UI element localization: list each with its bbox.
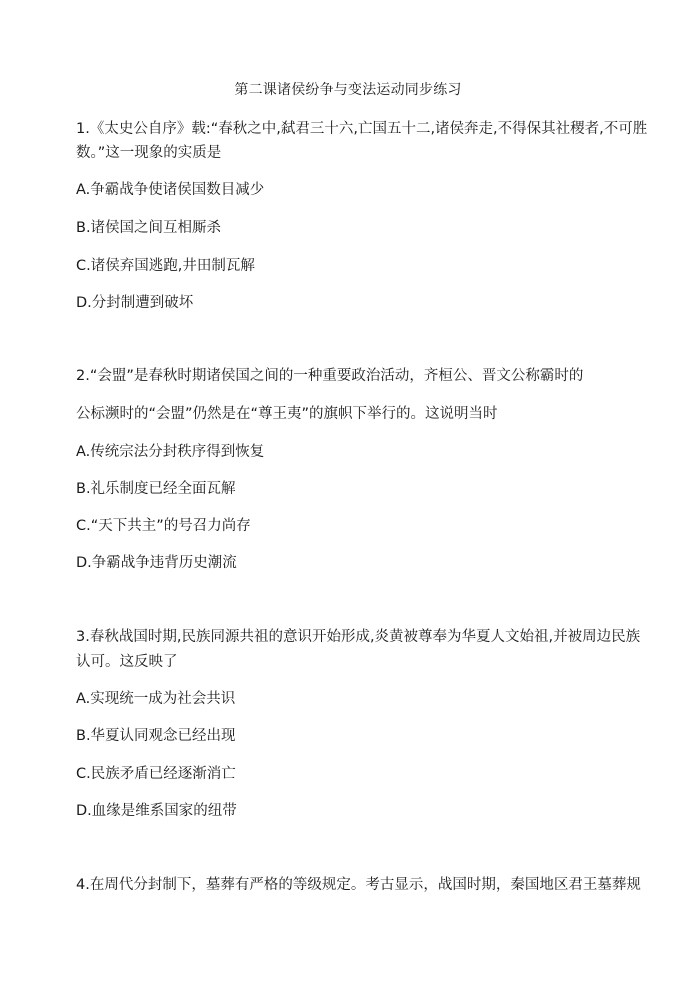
q1-option-d: D.分封制遭到破坏 [76, 295, 194, 311]
q1-option-c: C.诸侯弃国逃跑,井田制瓦解 [76, 258, 255, 274]
page-title: 第二课诸侯纷争与变法运动同步练习 [234, 82, 462, 98]
q2-option-c: C.“天下共主”的号召力尚存 [76, 518, 251, 534]
q2-stem-line-1: 2.“会盟”是春秋时期诸侯国之间的一种重要政治活动，齐桓公、晋文公称霸时的 [76, 368, 584, 384]
q1-option-b: B.诸侯国之间互相厮杀 [76, 220, 222, 236]
q1-option-a: A.争霸战争使诸侯国数目减少 [76, 182, 265, 198]
q4-stem-line-1: 4.在周代分封制下，墓葬有严格的等级规定。考古显示，战国时期，秦国地区君王墓葬规 [76, 877, 641, 893]
q2-option-a: A.传统宗法分封秩序得到恢复 [76, 444, 265, 460]
q2-stem-line-2: 公标濒时的“会盟”仍然是在“尊王夷”的旗帜下举行的。这说明当时 [76, 406, 498, 422]
q3-option-b: B.华夏认同观念已经出现 [76, 728, 236, 744]
q3-stem-line-1: 3.春秋战国时期,民族同源共祖的意识开始形成,炎黄被尊奉为华夏人文始祖,并被周边民族 [76, 629, 641, 645]
q3-option-c: C.民族矛盾已经逐渐消亡 [76, 766, 236, 782]
q1-stem-line-2: 数。”这一现象的实质是 [76, 145, 222, 161]
q3-option-d: D.血缘是维系国家的纽带 [76, 803, 237, 819]
q3-stem-line-2: 认可。这反映了 [76, 654, 178, 670]
q2-option-d: D.争霸战争违背历史潮流 [76, 555, 237, 571]
q2-option-b: B.礼乐制度已经全面瓦解 [76, 481, 236, 497]
q3-option-a: A.实现统一成为社会共识 [76, 691, 236, 707]
q1-stem-line-1: 1.《太史公自序》载:“春秋之中,弑君三十六,亡国五十二,诸侯奔走,不得保其社稷者,不可胜 [76, 121, 648, 137]
